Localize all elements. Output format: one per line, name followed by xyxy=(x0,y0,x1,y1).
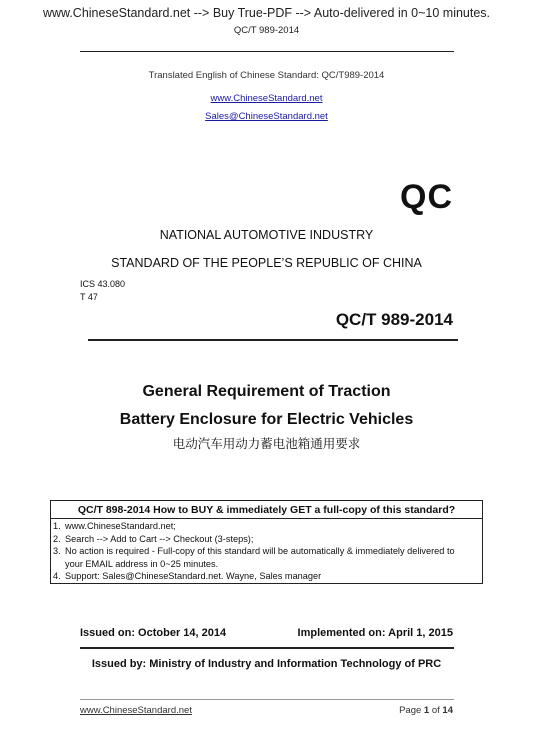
header-divider xyxy=(80,51,454,52)
translation-email-row xyxy=(0,106,533,124)
ics-code: ICS 43.080 xyxy=(80,279,126,289)
buy-steps-list xyxy=(53,520,455,583)
buy-box-title: QC/T 898-2014 How to BUY & immediately GET a full-copy of this standard? xyxy=(77,504,456,516)
title-line-2: Battery Enclosure for Electric Vehicles xyxy=(119,411,414,428)
list-item xyxy=(53,520,455,533)
header-title: www.ChineseStandard.net --> Buy True-PDF --> Auto-delivered in 0~10 minutes. xyxy=(42,6,491,20)
list-text: No action is required - Full-copy of this standard will be automatically & immediately delivered to xyxy=(65,546,455,557)
list-text: Search --> Add to Cart --> Checkout (3-steps); xyxy=(65,533,254,544)
list-number: 1. xyxy=(53,521,61,531)
footer-website-link[interactable]: www.ChineseStandard.net xyxy=(80,705,192,716)
document-title xyxy=(0,378,533,434)
issued-date: Issued on: October 14, 2014 xyxy=(80,627,227,639)
buy-info-box xyxy=(50,500,483,584)
classification-codes xyxy=(80,278,125,304)
email-link[interactable]: Sales@ChineseStandard.net xyxy=(205,111,328,122)
standard-of-heading: STANDARD OF THE PEOPLE’S REPUBLIC OF CHINA xyxy=(111,256,422,270)
issuing-authority: Issued by: Ministry of Industry and Information Technology of PRC xyxy=(91,658,442,670)
list-item-continuation xyxy=(53,558,455,571)
title-chinese: 电动汽车用动力蓄电池箱通用要求 xyxy=(172,436,361,451)
header-standard-code: QC/T 989-2014 xyxy=(233,25,300,36)
list-text: your EMAIL address in 0~25 minutes. xyxy=(65,558,219,569)
list-text: www.ChineseStandard.net; xyxy=(65,521,176,531)
translation-website-row xyxy=(0,88,533,106)
dates-divider xyxy=(80,647,454,649)
page-current: 1 xyxy=(423,705,430,716)
translation-note: Translated English of Chinese Standard: QC/T989-2014 xyxy=(148,70,385,81)
list-item xyxy=(53,570,455,583)
page-indicator xyxy=(399,705,453,716)
list-number: 3. xyxy=(53,546,61,557)
list-item xyxy=(53,533,455,546)
list-number: 2. xyxy=(53,533,61,544)
list-number: 4. xyxy=(53,571,61,582)
standard-divider xyxy=(88,339,458,341)
website-link[interactable]: www.ChineseStandard.net xyxy=(210,93,323,104)
list-text: Support: Sales@ChineseStandard.net. Wayne, Sales manager xyxy=(65,571,322,582)
standard-number: QC/T 989-2014 xyxy=(335,310,453,329)
buy-box-divider xyxy=(51,518,482,519)
class-code: T 47 xyxy=(80,292,98,302)
footer-divider xyxy=(80,699,454,700)
page-of: of xyxy=(429,705,443,716)
industry-heading: NATIONAL AUTOMOTIVE INDUSTRY xyxy=(159,228,374,242)
list-item xyxy=(53,545,455,558)
page-total: 14 xyxy=(442,705,453,716)
implemented-date: Implemented on: April 1, 2015 xyxy=(297,627,453,639)
page-prefix: Page xyxy=(399,705,424,716)
title-line-1: General Requirement of Traction xyxy=(142,383,391,400)
qc-logo: QC xyxy=(400,178,453,216)
